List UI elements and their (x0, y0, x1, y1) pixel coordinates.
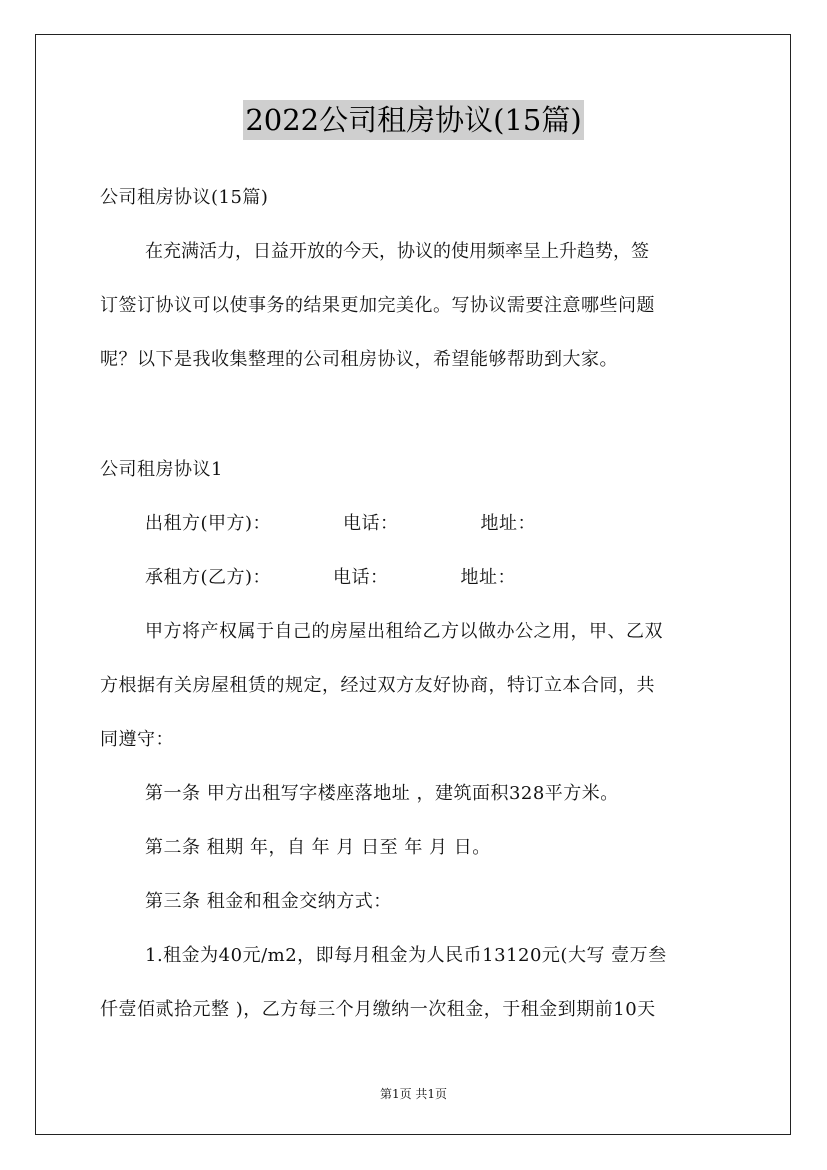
party-b-row (145, 563, 516, 589)
intro-line-1 (145, 237, 726, 263)
party-a-label: 出租方(甲方)： (145, 513, 272, 534)
article-2: 第二条 租期 年，自 年 月 日至 年 月 日。 (145, 837, 491, 858)
preamble-line-3: 同遵守： (100, 729, 174, 750)
intro-line-2: 订签订协议可以使事务的结果更加完美化。写协议需要注意哪些问题 (100, 295, 655, 316)
article-1: 第一条 甲方出租写字楼座落地址 ，建筑面积328平方米。 (145, 783, 619, 804)
clause-1-line-2: 仟壹佰贰拾元整 )，乙方每三个月缴纳一次租金，于租金到期前10天 (100, 999, 656, 1020)
party-b-address-label: 地址： (460, 567, 517, 588)
preamble-line-2: 方根据有关房屋租赁的规定，经过双方友好协商，特订立本合同，共 (100, 675, 655, 696)
document-title-text: 2022公司租房协议(15篇) (243, 100, 583, 140)
preamble-line-1: 甲方将产权属于自己的房屋出租给乙方以做办公之用，甲、乙双 (145, 621, 663, 642)
document-title (0, 100, 827, 140)
party-a-row (145, 509, 536, 535)
intro-text-1: 在充满活力，日益开放的今天，协议的使用频率呈上升趋势，签 (145, 241, 649, 262)
intro-line-3: 呢？以下是我收集整理的公司租房协议，希望能够帮助到大家。 (100, 349, 618, 370)
section-heading: 公司租房协议1 (100, 459, 223, 480)
document-subtitle: 公司租房协议(15篇) (100, 187, 269, 208)
party-a-address-label: 地址： (480, 513, 537, 534)
article-3: 第三条 租金和租金交纳方式： (145, 891, 392, 912)
party-a-phone-label: 电话： (343, 513, 399, 534)
page-footer: 第1页 共1页 (379, 1087, 448, 1101)
party-b-label: 承租方(乙方)： (145, 567, 272, 588)
party-b-phone-label: 电话： (333, 567, 389, 588)
clause-1-line-1: 1.租金为40元/m2，即每月租金为人民币13120元(大写 壹万叁 (145, 945, 667, 966)
